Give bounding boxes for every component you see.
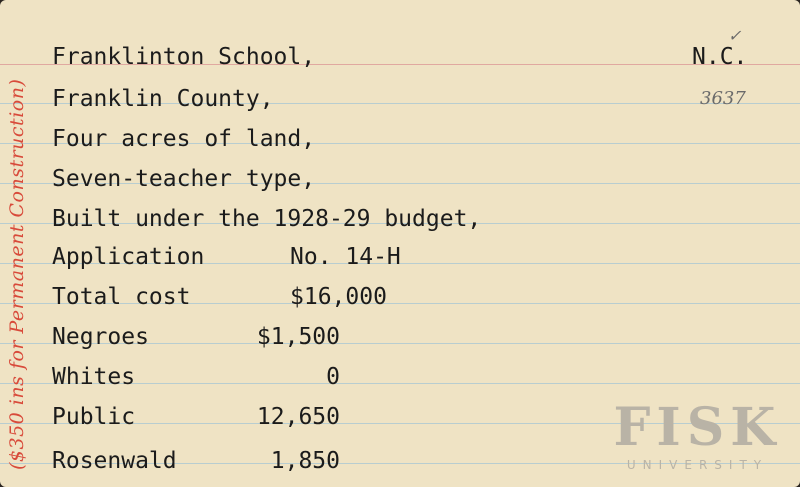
fisk-university-logo — [605, 397, 790, 478]
logo-subtitle: UNIVERSITY — [626, 458, 769, 472]
contribution-label: Public — [52, 404, 136, 430]
total-cost-value: $16,000 — [290, 284, 387, 310]
contribution-label: Negroes — [52, 324, 149, 350]
file-number: 3637 — [700, 88, 746, 109]
application-value: No. 14-H — [290, 244, 401, 270]
contribution-label: Whites — [52, 364, 136, 390]
check-mark: ✓ — [728, 26, 742, 45]
contribution-label: Rosenwald — [52, 448, 177, 474]
land-line: Four acres of land, — [52, 126, 316, 152]
application-label: Application — [52, 244, 205, 270]
contribution-value: 1,850 — [270, 448, 340, 474]
type-line: Seven-teacher type, — [52, 166, 316, 192]
state-abbrev: N.C. — [692, 44, 748, 70]
school-name: Franklinton School, — [52, 44, 316, 70]
budget-line: Built under the 1928-29 budget, — [52, 206, 482, 232]
county-line: Franklin County, — [52, 86, 274, 112]
contribution-value: 12,650 — [256, 404, 340, 430]
total-cost-label: Total cost — [52, 284, 191, 310]
margin-note: ($350 ins for Permanent Construction) — [6, 78, 28, 470]
logo-wordmark: FISK — [613, 397, 782, 458]
contribution-value: $1,500 — [256, 324, 340, 350]
contribution-value: 0 — [326, 364, 340, 390]
